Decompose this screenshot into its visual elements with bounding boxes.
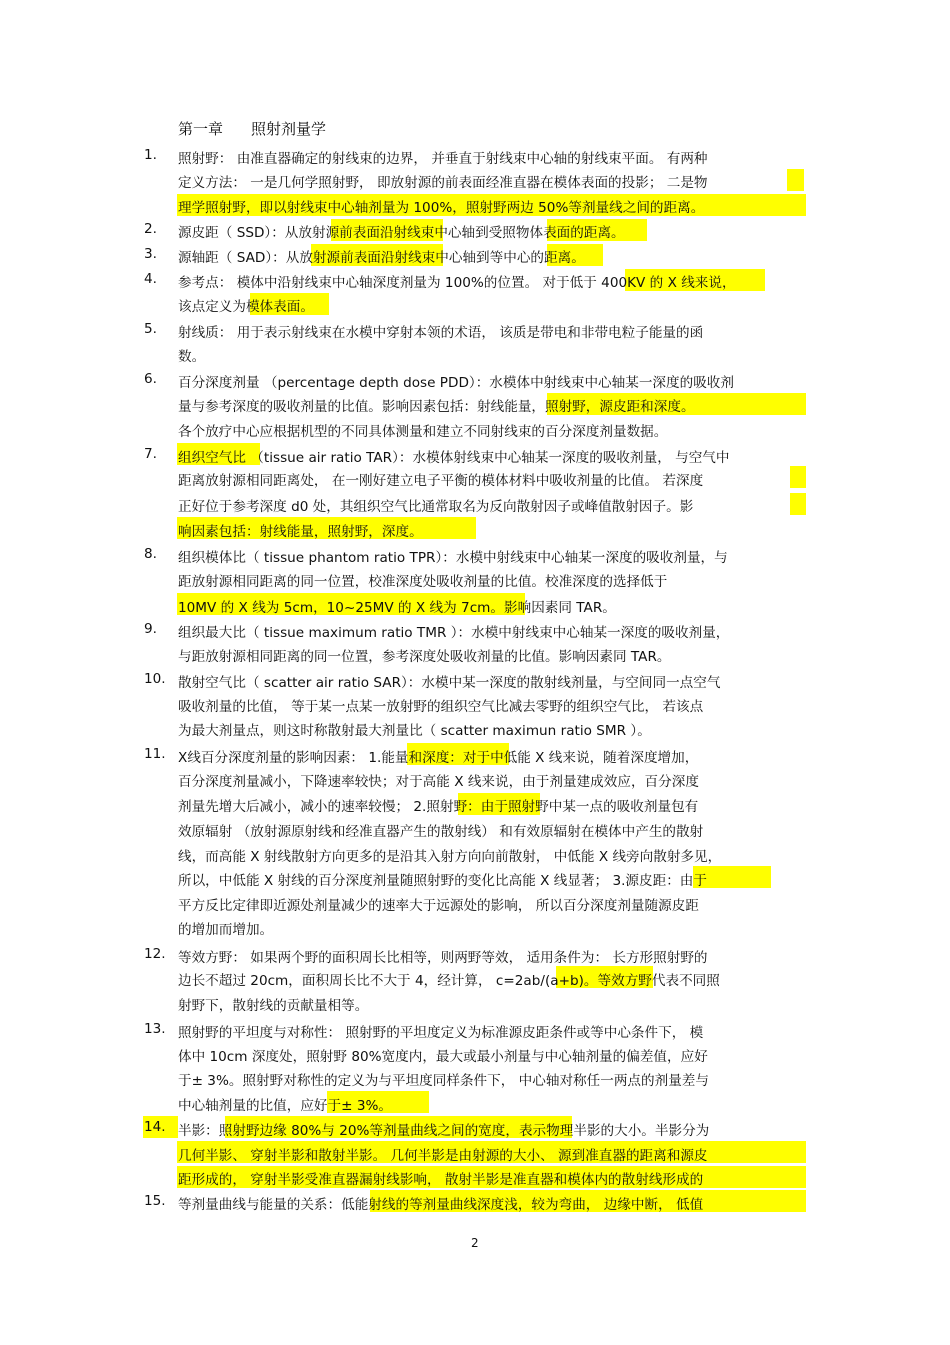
item-line: 半影：照射野边缘 80%与 20%等剂量曲线之间的宽度，表示物理半影的大小。半影分为 — [178, 1123, 710, 1139]
item-number: 10. — [144, 671, 166, 687]
item-number: 3. — [144, 246, 157, 262]
item-number: 4. — [144, 271, 157, 287]
item-line: 中心轴剂量的比值，应好于± 3%。 — [178, 1098, 392, 1114]
item-number: 8. — [144, 546, 157, 562]
item-line: 正好位于参考深度 d0 处，其组织空气比通常取名为反向散射因子或峰值散射因子。影 — [178, 499, 694, 515]
item-line: 射野下，散射线的贡献量相等。 — [178, 998, 369, 1014]
item-line: 源轴距（ SAD）：从放射源前表面沿射线束中心轴到等中心的距离。 — [178, 250, 585, 266]
item-number: 14. — [144, 1119, 166, 1135]
item-line: 源皮距（ SSD）：从放射源前表面沿射线束中心轴到受照物体表面的距离。 — [178, 225, 625, 241]
item-line: 百分深度剂量 （percentage depth dose PDD）：水模体中射线束中心轴某一深度的吸收剂 — [178, 375, 734, 391]
chapter-title: 照射剂量学 — [251, 120, 327, 138]
item-line: 平方反比定律即近源处剂量减少的速率大于远源处的影响， 所以百分深度剂量随源皮距 — [178, 898, 699, 914]
page-title — [178, 118, 354, 139]
item-number: 7. — [144, 446, 157, 462]
item-line: 等剂量曲线与能量的关系：低能射线的等剂量曲线深度浅，较为弯曲， 边缘中断， 低值 — [178, 1197, 704, 1213]
item-line: 数。 — [178, 349, 206, 365]
item-number: 1. — [144, 147, 157, 163]
item-line: 照射野的平坦度与对称性： 照射野的平坦度定义为标准源皮距条件或等中心条件下， 模 — [178, 1025, 704, 1041]
item-number: 6. — [144, 371, 157, 387]
item-line: 距形成的， 穿射半影受准直器漏射线影响， 散射半影是准直器和模体内的散射线形成的 — [178, 1172, 704, 1188]
item-line: 吸收剂量的比值， 等于某一点某一放射野的组织空气比减去零野的组织空气比， 若该点 — [178, 699, 704, 715]
item-line: 射线质： 用于表示射线束在水模中穿射本领的术语， 该质是带电和非带电粒子能量的函 — [178, 325, 704, 341]
item-line: 各个放疗中心应根据机型的不同具体测量和建立不同射线束的百分深度剂量数据。 — [178, 424, 668, 440]
item-number: 11. — [144, 746, 166, 762]
item-line: 于± 3%。照射野对称性的定义为与平坦度同样条件下， 中心轴对称任一两点的剂量差与 — [178, 1073, 709, 1089]
item-line: 理学照射野，即以射线束中心轴剂量为 100%，照射野两边 50%等剂量线之间的距离。 — [178, 200, 705, 216]
item-line: 等效方野： 如果两个野的面积周长比相等，则两野等效， 适用条件为： 长方形照射野的 — [178, 950, 708, 966]
item-line: 10MV 的 X 线为 5cm，10~25MV 的 X 线为 7cm。影响因素同 TAR。 — [178, 600, 616, 616]
item-line: 照射野： 由准直器确定的射线束的边界， 并垂直于射线束中心轴的射线束平面。 有两种 — [178, 151, 708, 167]
item-number: 13. — [144, 1021, 166, 1037]
page-number: 2 — [471, 1236, 479, 1250]
item-line: 定义方法： 一是几何学照射野， 即放射源的前表面经准直器在模体表面的投影； 二是物 — [178, 175, 708, 191]
item-line: 体中 10cm 深度处，照射野 80%宽度内，最大或最小剂量与中心轴剂量的偏差值，应好 — [178, 1049, 708, 1065]
highlight — [790, 493, 806, 515]
item-number: 15. — [144, 1193, 166, 1209]
item-line: 量与参考深度的吸收剂量的比值。影响因素包括：射线能量，照射野，源皮距和深度。 — [178, 399, 695, 415]
highlight — [787, 169, 804, 191]
item-line: 组织空气比 （tissue air ratio TAR）：水模体射线束中心轴某一深度的吸收剂量， 与空气中 — [178, 450, 730, 466]
item-line: 几何半影、 穿射半影和散射半影。 几何半影是由射源的大小、 源到准直器的距离和源皮 — [178, 1148, 708, 1164]
item-number: 5. — [144, 321, 157, 337]
item-line: 与距放射源相同距离的同一位置，参考深度处吸收剂量的比值。影响因素同 TAR。 — [178, 649, 671, 665]
item-line: 组织最大比（ tissue maximum ratio TMR ）：水模中射线束中心轴某一深度的吸收剂量， — [178, 625, 730, 641]
item-line: 组织模体比（ tissue phantom ratio TPR）：水模中射线束中心轴某一深度的吸收剂量，与 — [178, 550, 728, 566]
item-line: 距离放射源相同距离处， 在一刚好建立电子平衡的模体材料中吸收剂量的比值。 若深度 — [178, 473, 704, 489]
item-line: 的增加而增加。 — [178, 922, 274, 938]
item-line: 参考点： 模体中沿射线束中心轴深度剂量为 100%的位置。 对于低于 400KV 的 X 线来说， — [178, 275, 736, 291]
highlight — [790, 466, 806, 488]
item-line: 距放射源相同距离的同一位置，校准深度处吸收剂量的比值。校准深度的选择低于 — [178, 574, 668, 590]
item-line: 效原辐射 （放射源原射线和经准直器产生的散射线） 和有效原辐射在模体中产生的散射 — [178, 824, 704, 840]
item-line: 边长不超过 20cm，面积周长比不大于 4，经计算， c=2ab/(a+b)。等效方野代表不同照 — [178, 973, 720, 989]
item-line: 剂量先增大后减小，减小的速率较慢； 2.照射野：由于照射野中某一点的吸收剂量包有 — [178, 799, 699, 815]
chapter-label: 第一章 — [178, 120, 224, 138]
item-line: 散射空气比（ scatter air ratio SAR）：水模中某一深度的散射线剂量，与空间同一点空气 — [178, 675, 721, 691]
item-line: 为最大剂量点，则这时称散射最大剂量比（ scatter maximun ratio SMR ）。 — [178, 723, 651, 739]
item-line: 线，而高能 X 射线散射方向更多的是沿其入射方向向前散射， 中低能 X 线旁向散射多见， — [178, 849, 722, 865]
item-number: 12. — [144, 946, 166, 962]
item-line: 百分深度剂量减小，下降速率较快；对于高能 X 线来说，由于剂量建成效应，百分深度 — [178, 774, 699, 790]
item-line: 该点定义为模体表面。 — [178, 299, 314, 315]
item-line: 响因素包括：射线能量，照射野，深度。 — [178, 524, 423, 540]
item-number: 9. — [144, 621, 157, 637]
item-line: X线百分深度剂量的影响因素： 1.能量和深度：对于中低能 X 线来说，随着深度增加， — [178, 750, 699, 766]
item-number: 2. — [144, 221, 157, 237]
item-line: 所以，中低能 X 射线的百分深度剂量随照射野的变化比高能 X 线显著； 3.源皮距：由于 — [178, 873, 707, 889]
